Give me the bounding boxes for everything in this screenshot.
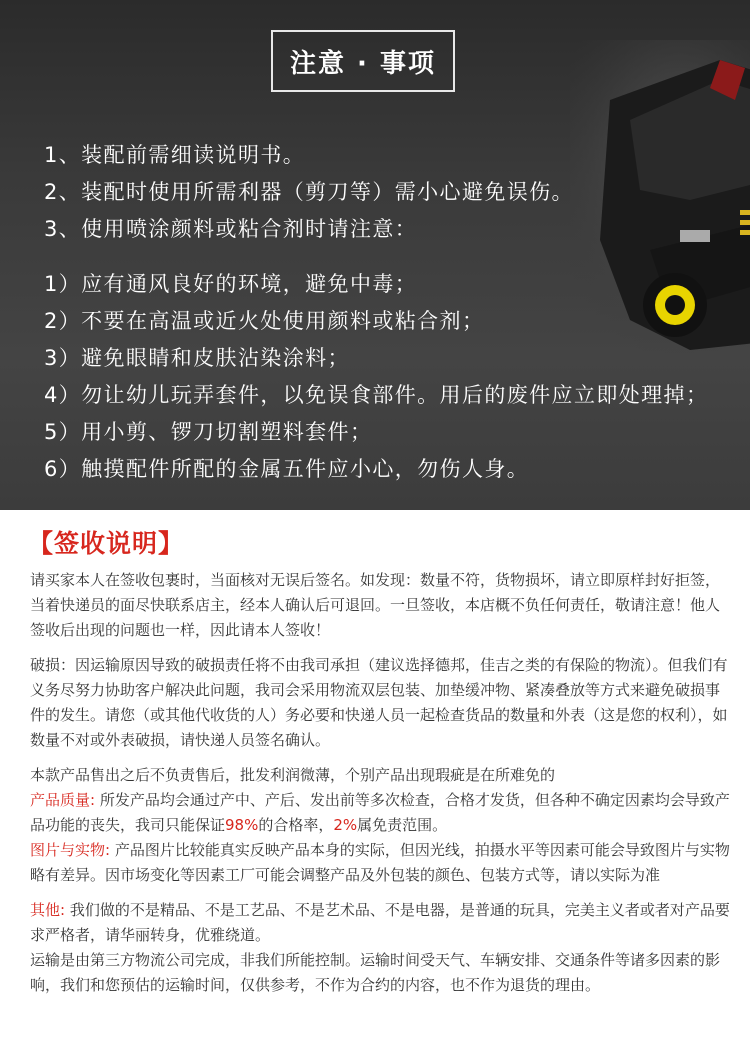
receipt-title: 【签收说明】 <box>28 529 185 558</box>
notice-sub-item: 6）触摸配件所配的金属五件应小心，勿伤人身。 <box>44 457 530 481</box>
notice-title-box <box>271 30 455 92</box>
notice-sub-item: 4）勿让幼儿玩弄套件，以免误食部件。用后的废件应立即处理掉； <box>44 383 709 407</box>
quality-pct-2: 2% <box>333 816 358 834</box>
notice-title: 注意 · 事项 <box>290 48 436 79</box>
quality-label: 产品质量: <box>30 791 96 809</box>
notice-sub-item: 3）避免眼睛和皮肤沾染涂料； <box>44 346 350 370</box>
damage-paragraph: 破损：因运输原因导致的破损责任将不由我司承担（建议选择德邦，佳吉之类的有保险的物流）。但我们有义务尽努力协助客户解决此问题，我司会采用物流双层包装、加垫缓冲物、紧凑叠放等方式来避免破损事件的发生。请您（或其他代收货的人）务必要和快递人员一起检查货品的数量和外表（这是您的权利），如数量不对或外表破损，请快递人员签名确认。 <box>30 656 728 749</box>
photo-text: 产品图片比较能真实反映产品本身的实际，但因光线，拍摄水平等因素可能会导致图片与实物略有差异。因市场变化等因素工厂可能会调整产品及外包装的颜色、包装方式等，请以实际为准 <box>30 841 730 884</box>
shipping-paragraph: 运输是由第三方物流公司完成，非我们所能控制。运输时间受天气、车辆安排、交通条件等诸多因素的影响，我们和您预估的运输时间，仅供参考，不作为合约的内容，也不作为退货的理由。 <box>30 951 721 994</box>
quality-text-a: 所发产品均会通过产中、产后、发出前等多次检查，合格才发货，但各种不确定因素均会导致产品功能的丧失，我司只能保证 <box>30 791 730 834</box>
other-paragraph <box>30 898 730 948</box>
quality-text-b: 的合格率， <box>258 816 334 834</box>
notice-sub-item: 5）用小剪、锣刀切割塑料套件； <box>44 420 373 444</box>
quality-pct-1: 98% <box>225 816 259 834</box>
other-label: 其他: <box>30 901 66 919</box>
signing-paragraph: 请买家本人在签收包裹时，当面核对无误后签名。如发现：数量不符，货物损坏，请立即原样封好拒签，当着快递员的面尽快联系店主，经本人确认后可退回。一旦签收，本店概不负任何责任，敬请注意！他人签收后出现的问题也一样，因此请本人签收！ <box>30 571 721 639</box>
photo-paragraph <box>30 838 730 888</box>
quality-text-c: 属免责范围。 <box>357 816 448 834</box>
notice-item: 2、装配时使用所需利器（剪刀等）需小心避免误伤。 <box>44 180 574 204</box>
notice-item: 1、装配前需细读说明书。 <box>44 143 306 167</box>
receipt-section <box>0 510 750 1049</box>
after-sales-paragraph: 本款产品售出之后不负责售后，批发利润微薄，个别产品出现瑕疵是在所难免的 <box>30 766 556 784</box>
notice-list <box>44 137 734 488</box>
photo-label: 图片与实物: <box>30 841 111 859</box>
notice-sub-item: 2）不要在高温或近火处使用颜料或粘合剂； <box>44 309 485 333</box>
receipt-body <box>30 568 730 998</box>
notice-item: 3、使用喷涂颜料或粘合剂时请注意： <box>44 217 418 241</box>
quality-paragraph <box>30 788 730 838</box>
other-text: 我们做的不是精品、不是工艺品、不是艺术品、不是电器，是普通的玩具，完美主义者或者对产品要求严格者，请华丽转身，优雅绕道。 <box>30 901 730 944</box>
notice-sub-item: 1）应有通风良好的环境，避免中毒； <box>44 272 418 296</box>
notice-panel <box>0 0 750 510</box>
